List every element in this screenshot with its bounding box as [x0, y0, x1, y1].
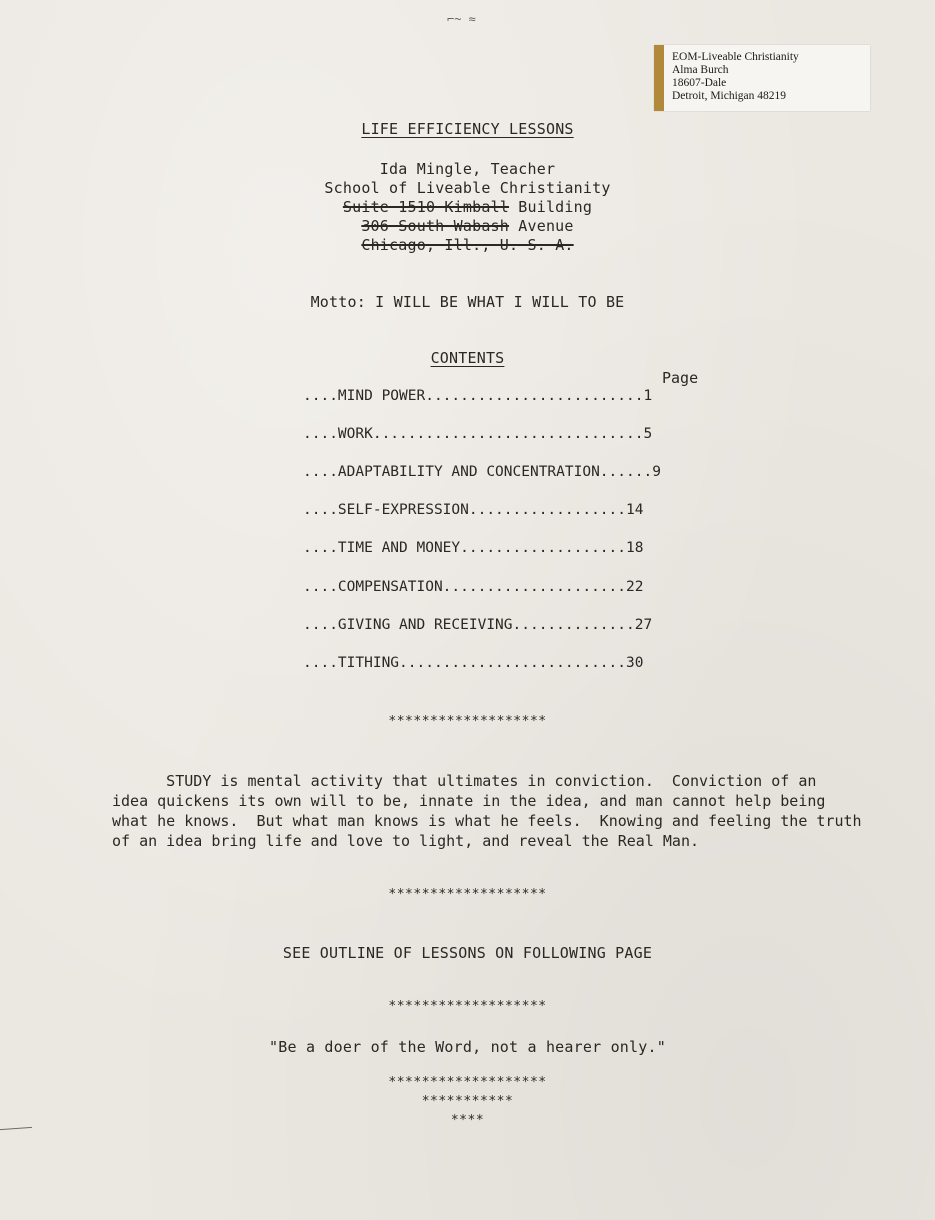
toc-row-self-expression	[303, 502, 703, 518]
teacher-line: Ida Mingle, Teacher	[379, 160, 556, 178]
struck-city: Chicago, Ill., U. S. A.	[361, 236, 574, 254]
closing-stars-row: ****	[450, 1113, 485, 1128]
toc-title: ....WORK...............................	[303, 426, 644, 442]
school-line: School of Liveable Christianity	[324, 179, 611, 197]
closing-stars-row: ***********	[421, 1094, 514, 1109]
toc-row-work	[303, 426, 703, 442]
label-line: 18607-Dale	[672, 77, 727, 89]
scripture-quote: "Be a doer of the Word, not a hearer only."	[269, 1038, 666, 1056]
avenue-text: Avenue	[509, 217, 574, 235]
toc-page: 14	[626, 502, 644, 518]
label-line: Detroit, Michigan 48219	[672, 90, 787, 102]
toc-page: 1	[643, 388, 653, 404]
address-city-line	[0, 236, 935, 254]
paragraph-line: idea quickens its own will to be, innate in the idea, and man cannot help being	[112, 792, 826, 810]
star-divider: *******************	[388, 887, 547, 902]
paragraph-line: STUDY is mental activity that ultimates in conviction. Conviction of an	[112, 772, 817, 790]
toc-row-giving	[303, 617, 703, 633]
closing-stars-row: *******************	[388, 1075, 547, 1090]
toc-page: 18	[626, 540, 644, 556]
outline-note: SEE OUTLINE OF LESSONS ON FOLLOWING PAGE	[282, 944, 653, 962]
toc-page: 9	[652, 464, 661, 480]
toc-title: ....ADAPTABILITY AND CONCENTRATION......	[303, 464, 653, 480]
toc-row-tithing	[303, 655, 703, 671]
building-text: Building	[509, 198, 593, 216]
star-divider: *******************	[388, 999, 547, 1014]
contents-heading: CONTENTS	[430, 349, 505, 367]
toc-row-compensation	[303, 579, 703, 595]
contents-page-label: Page	[662, 369, 699, 387]
label-line: EOM-Liveable Christianity	[672, 51, 799, 63]
motto: Motto: I WILL BE WHAT I WILL TO BE	[310, 293, 625, 311]
toc-page: 30	[626, 655, 644, 671]
address-street-line	[0, 217, 935, 235]
toc-title: ....TIME AND MONEY...................	[303, 540, 627, 556]
struck-street: 306 South Wabash	[361, 217, 510, 235]
study-paragraph	[112, 771, 912, 851]
struck-suite: Suite 1510 Kimball	[342, 198, 510, 216]
document-title: LIFE EFFICIENCY LESSONS	[361, 120, 574, 138]
paragraph-line: what he knows. But what man knows is what he feels. Knowing and feeling the truth	[112, 812, 862, 830]
label-line: Alma Burch	[672, 64, 729, 76]
toc-page: 27	[634, 617, 653, 633]
toc-title: ....TITHING..........................	[303, 655, 627, 671]
paragraph-line: of an idea bring life and love to light, and reveal the Real Man.	[112, 832, 699, 850]
address-label	[654, 45, 870, 111]
toc-title: ....GIVING AND RECEIVING..............	[303, 617, 635, 633]
toc-title: ....MIND POWER.........................	[303, 388, 644, 404]
paper-smudge: ⌐~ ≈	[447, 12, 476, 26]
toc-page: 5	[643, 426, 653, 442]
toc-row-mind-power	[303, 388, 703, 404]
address-suite-line	[0, 198, 935, 216]
toc-row-time-money	[303, 540, 703, 556]
toc-title: ....COMPENSATION.....................	[303, 579, 627, 595]
toc-page: 22	[626, 579, 644, 595]
toc-title: ....SELF-EXPRESSION..................	[303, 502, 627, 518]
toc-row-adaptability	[303, 464, 703, 480]
star-divider: *******************	[388, 714, 547, 729]
